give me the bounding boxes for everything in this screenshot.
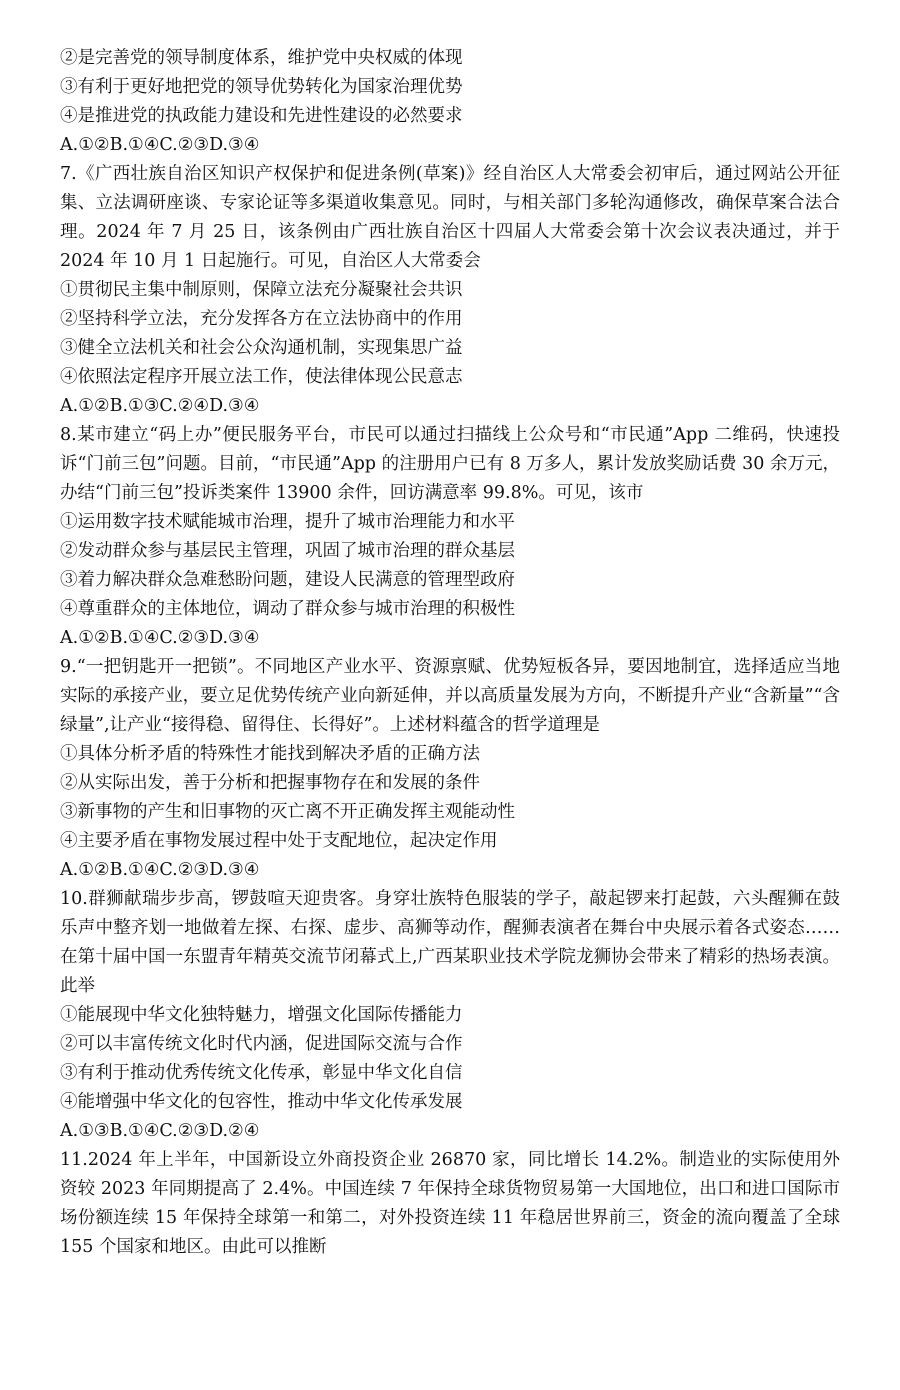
q6-option-4: ④是推进党的执政能力建设和先进性建设的必然要求 bbox=[60, 106, 463, 126]
q10-option-3: ③有利于推动优秀传统文化传承，彰显中华文化自信 bbox=[60, 1063, 463, 1083]
q7-option-3: ③健全立法机关和社会公众沟通机制，实现集思广益 bbox=[60, 338, 463, 358]
q10-option-4: ④能增强中华文化的包容性，推动中华文化传承发展 bbox=[60, 1092, 463, 1112]
q10-option-1: ①能展现中华文化独特魅力，增强文化国际传播能力 bbox=[60, 1005, 463, 1025]
question-11 bbox=[60, 1146, 840, 1262]
q7-option-4: ④依照法定程序开展立法工作，使法律体现公民意志 bbox=[60, 367, 463, 387]
question-8 bbox=[60, 421, 840, 653]
question-10 bbox=[60, 885, 840, 1146]
q8-answer-choices: A.①②B.①④C.②③D.③④ bbox=[60, 628, 260, 648]
q9-option-1: ①具体分析矛盾的特殊性才能找到解决矛盾的正确方法 bbox=[60, 744, 480, 764]
q9-option-3: ③新事物的产生和旧事物的灭亡离不开正确发挥主观能动性 bbox=[60, 802, 515, 822]
question-6-tail bbox=[60, 44, 840, 160]
q6-option-3: ③有利于更好地把党的领导优势转化为国家治理优势 bbox=[60, 77, 463, 97]
q6-option-2: ②是完善党的领导制度体系，维护党中央权威的体现 bbox=[60, 48, 463, 68]
q9-answer-choices: A.①②B.①④C.②③D.③④ bbox=[60, 860, 260, 880]
exam-page bbox=[60, 44, 840, 1262]
q7-stem: 7.《广西壮族自治区知识产权保护和促进条例(草案)》经自治区人大常委会初审后，通过网站公开征集、立法调研座谈、专家论证等多渠道收集意见。同时，与相关部门多轮沟通修改，确保草案合法合理。2024 年 7 月 25 日，该条例由广西壮族自治区十四届人大常委会第十次会议表决通过，并于 2024 年 10 月 1 日起施行。可见，自治区人大常委会 bbox=[60, 164, 840, 271]
q9-option-2: ②从实际出发，善于分析和把握事物存在和发展的条件 bbox=[60, 773, 480, 793]
q7-option-2: ②坚持科学立法，充分发挥各方在立法协商中的作用 bbox=[60, 309, 463, 329]
question-9 bbox=[60, 653, 840, 885]
question-7 bbox=[60, 160, 840, 421]
q10-option-2: ②可以丰富传统文化时代内涵，促进国际交流与合作 bbox=[60, 1034, 463, 1054]
q8-option-4: ④尊重群众的主体地位，调动了群众参与城市治理的积极性 bbox=[60, 599, 515, 619]
q6-answer-choices: A.①②B.①④C.②③D.③④ bbox=[60, 135, 260, 155]
q9-option-4: ④主要矛盾在事物发展过程中处于支配地位，起决定作用 bbox=[60, 831, 498, 851]
q10-stem: 10.群狮献瑞步步高，锣鼓喧天迎贵客。身穿壮族特色服装的学子，敲起锣来打起鼓，六头醒狮在鼓乐声中整齐划一地做着左探、右探、虚步、高狮等动作，醒狮表演者在舞台中央展示着各式姿态……在第十届中国一东盟青年精英交流节闭幕式上,广西某职业技术学院龙狮协会带来了精彩的热场表演。此举 bbox=[60, 889, 840, 996]
q10-answer-choices: A.①③B.①④C.②③D.②④ bbox=[60, 1121, 260, 1141]
q7-answer-choices: A.①②B.①③C.②④D.③④ bbox=[60, 396, 260, 416]
q9-stem: 9.“一把钥匙开一把锁”。不同地区产业水平、资源禀赋、优势短板各异，要因地制宜，选择适应当地实际的承接产业，要立足优势传统产业向新延伸，并以高质量发展为方向，不断提升产业“含新量”“含绿量”,让产业“接得稳、留得住、长得好”。上述材料蕴含的哲学道理是 bbox=[60, 657, 840, 735]
q11-stem: 11.2024 年上半年，中国新设立外商投资企业 26870 家，同比增长 14.2%。制造业的实际使用外资较 2023 年同期提高了 2.4%。中国连续 7 年保持全球货物贸易第一大国地位，出口和进口国际市场份额连续 15 年保持全球第一和第二，对外投资连续 11 年稳居世界前三，资金的流向覆盖了全球 155 个国家和地区。由此可以推断 bbox=[60, 1150, 840, 1257]
q8-option-2: ②发动群众参与基层民主管理，巩固了城市治理的群众基层 bbox=[60, 541, 515, 561]
q8-option-3: ③着力解决群众急难愁盼问题，建设人民满意的管理型政府 bbox=[60, 570, 515, 590]
q7-option-1: ①贯彻民主集中制原则，保障立法充分凝聚社会共识 bbox=[60, 280, 463, 300]
q8-option-1: ①运用数字技术赋能城市治理，提升了城市治理能力和水平 bbox=[60, 512, 515, 532]
q8-stem: 8.某市建立“码上办”便民服务平台，市民可以通过扫描线上公众号和“市民通”App 二维码，快速投诉“门前三包”问题。目前，“市民通”App 的注册用户已有 8 万多人，累计发放奖励话费 30 余万元，办结“门前三包”投诉类案件 13900 余件，回访满意率 99.8%。可见，该市 bbox=[60, 425, 840, 503]
